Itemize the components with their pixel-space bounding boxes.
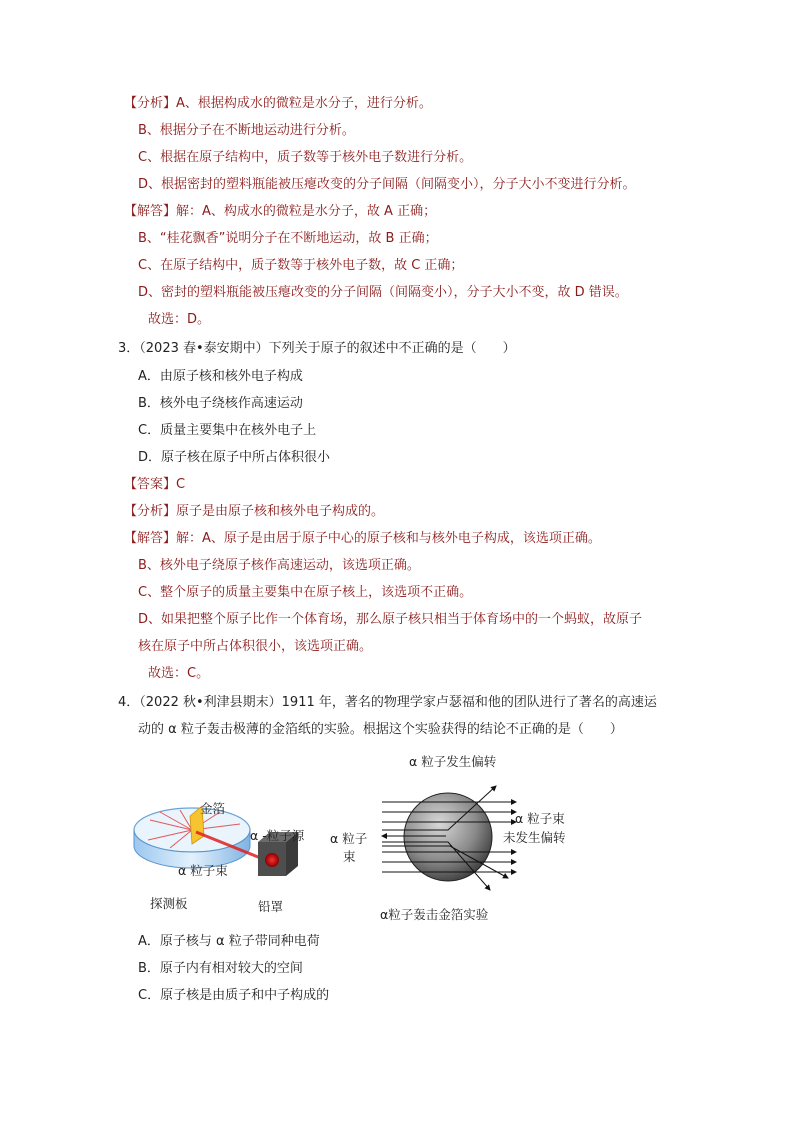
- label-deflected: α 粒子发生偏转: [409, 754, 497, 769]
- q3-solution-d1: D、如果把整个原子比作一个体育场，那么原子核只相当于体育场中的一个蚂蚁，故原子: [138, 612, 643, 627]
- q4-option-c: C．原子核是由质子和中子构成的: [138, 988, 330, 1003]
- gold-foil-apparatus-figure: [130, 790, 330, 900]
- label-gold-foil: 金箔: [200, 801, 226, 816]
- label-beam-in-1: α 粒子: [330, 831, 368, 846]
- q3-option-d: D．原子核在原子中所占体积很小: [138, 450, 331, 465]
- label-alpha-source: α -粒子源: [250, 828, 305, 843]
- solution-tag: 【解答】: [124, 531, 177, 546]
- q4-stem-2: 动的 α 粒子轰击极薄的金箔纸的实验。根据这个实验获得的结论不正确的是（ ）: [138, 722, 623, 737]
- q3-answer: [124, 476, 185, 494]
- analysis-tag: 【分析】: [124, 504, 177, 519]
- label-undeflected-1: α 粒子束: [515, 811, 565, 826]
- q3-choice: 故选：C。: [148, 666, 210, 681]
- solution-text: 解：A、构成水的微粒是水分子，故 A 正确；: [176, 204, 437, 219]
- q2-solution-d: D、密封的塑料瓶能被压瘪改变的分子间隔（间隔变小），分子大小不变，故 D 错误。: [138, 285, 628, 300]
- analysis-tag: 【分析】: [124, 96, 177, 111]
- analysis-text: 原子是由原子核和核外电子构成的。: [176, 504, 385, 519]
- answer-tag: 【答案】: [124, 477, 177, 492]
- solution-text: 解：A、原子是由居于原子中心的原子核和与核外电子构成，该选项正确。: [176, 531, 601, 546]
- q3-option-b: B．核外电子绕核作高速运动: [138, 396, 303, 411]
- label-beam-in-2: 束: [343, 849, 356, 864]
- q2-choice: 故选：D。: [148, 312, 211, 327]
- answer-value: C: [176, 477, 186, 492]
- q2-analysis-a: [124, 95, 432, 113]
- q3-solution-c: C、整个原子的质量主要集中在原子核上，该选项不正确。: [138, 585, 473, 600]
- solution-tag: 【解答】: [124, 204, 177, 219]
- q3-solution-b: B、核外电子绕原子核作高速运动，该选项正确。: [138, 558, 420, 573]
- q3-option-a: A．由原子核和核外电子构成: [138, 369, 303, 384]
- q4-option-b: B．原子内有相对较大的空间: [138, 961, 303, 976]
- label-undeflected-2: 未发生偏转: [503, 830, 566, 845]
- q2-analysis-d: D、根据密封的塑料瓶能被压瘪改变的分子间隔（间隔变小），分子大小不变进行分析。: [138, 177, 636, 192]
- label-detector: 探测板: [150, 896, 188, 911]
- q3-stem: 3．（2023 春•泰安期中）下列关于原子的叙述中不正确的是（ ）: [118, 341, 516, 356]
- q3-analysis: [124, 503, 384, 521]
- analysis-text: A、根据构成水的微粒是水分子，进行分析。: [176, 96, 432, 111]
- q2-solution-c: C、在原子结构中，质子数等于核外电子数，故 C 正确；: [138, 258, 464, 273]
- q3-option-c: C．质量主要集中在核外电子上: [138, 423, 317, 438]
- q4-option-a: A．原子核与 α 粒子带同种电荷: [138, 934, 320, 949]
- q2-analysis-b: B、根据分子在不断地运动进行分析。: [138, 123, 355, 138]
- q3-solution-d2: 核在原子中所占体积很小，该选项正确。: [138, 639, 373, 654]
- label-lead-box: 铅罩: [258, 899, 284, 914]
- q3-solution-a: [124, 530, 601, 548]
- q2-solution-a: [124, 203, 436, 221]
- q4-stem-1: 4．（2022 秋•利津县期末）1911 年，著名的物理学家卢瑟福和他的团队进行了著名的高速运: [118, 695, 657, 710]
- figure-caption: α粒子轰击金箔实验: [380, 907, 489, 922]
- label-alpha-beam-left: α 粒子束: [178, 863, 228, 878]
- q2-analysis-c: C、根据在原子结构中，质子数等于核外电子数进行分析。: [138, 150, 473, 165]
- q2-solution-b: B、“桂花飘香”说明分子在不断地运动，故 B 正确；: [138, 231, 438, 246]
